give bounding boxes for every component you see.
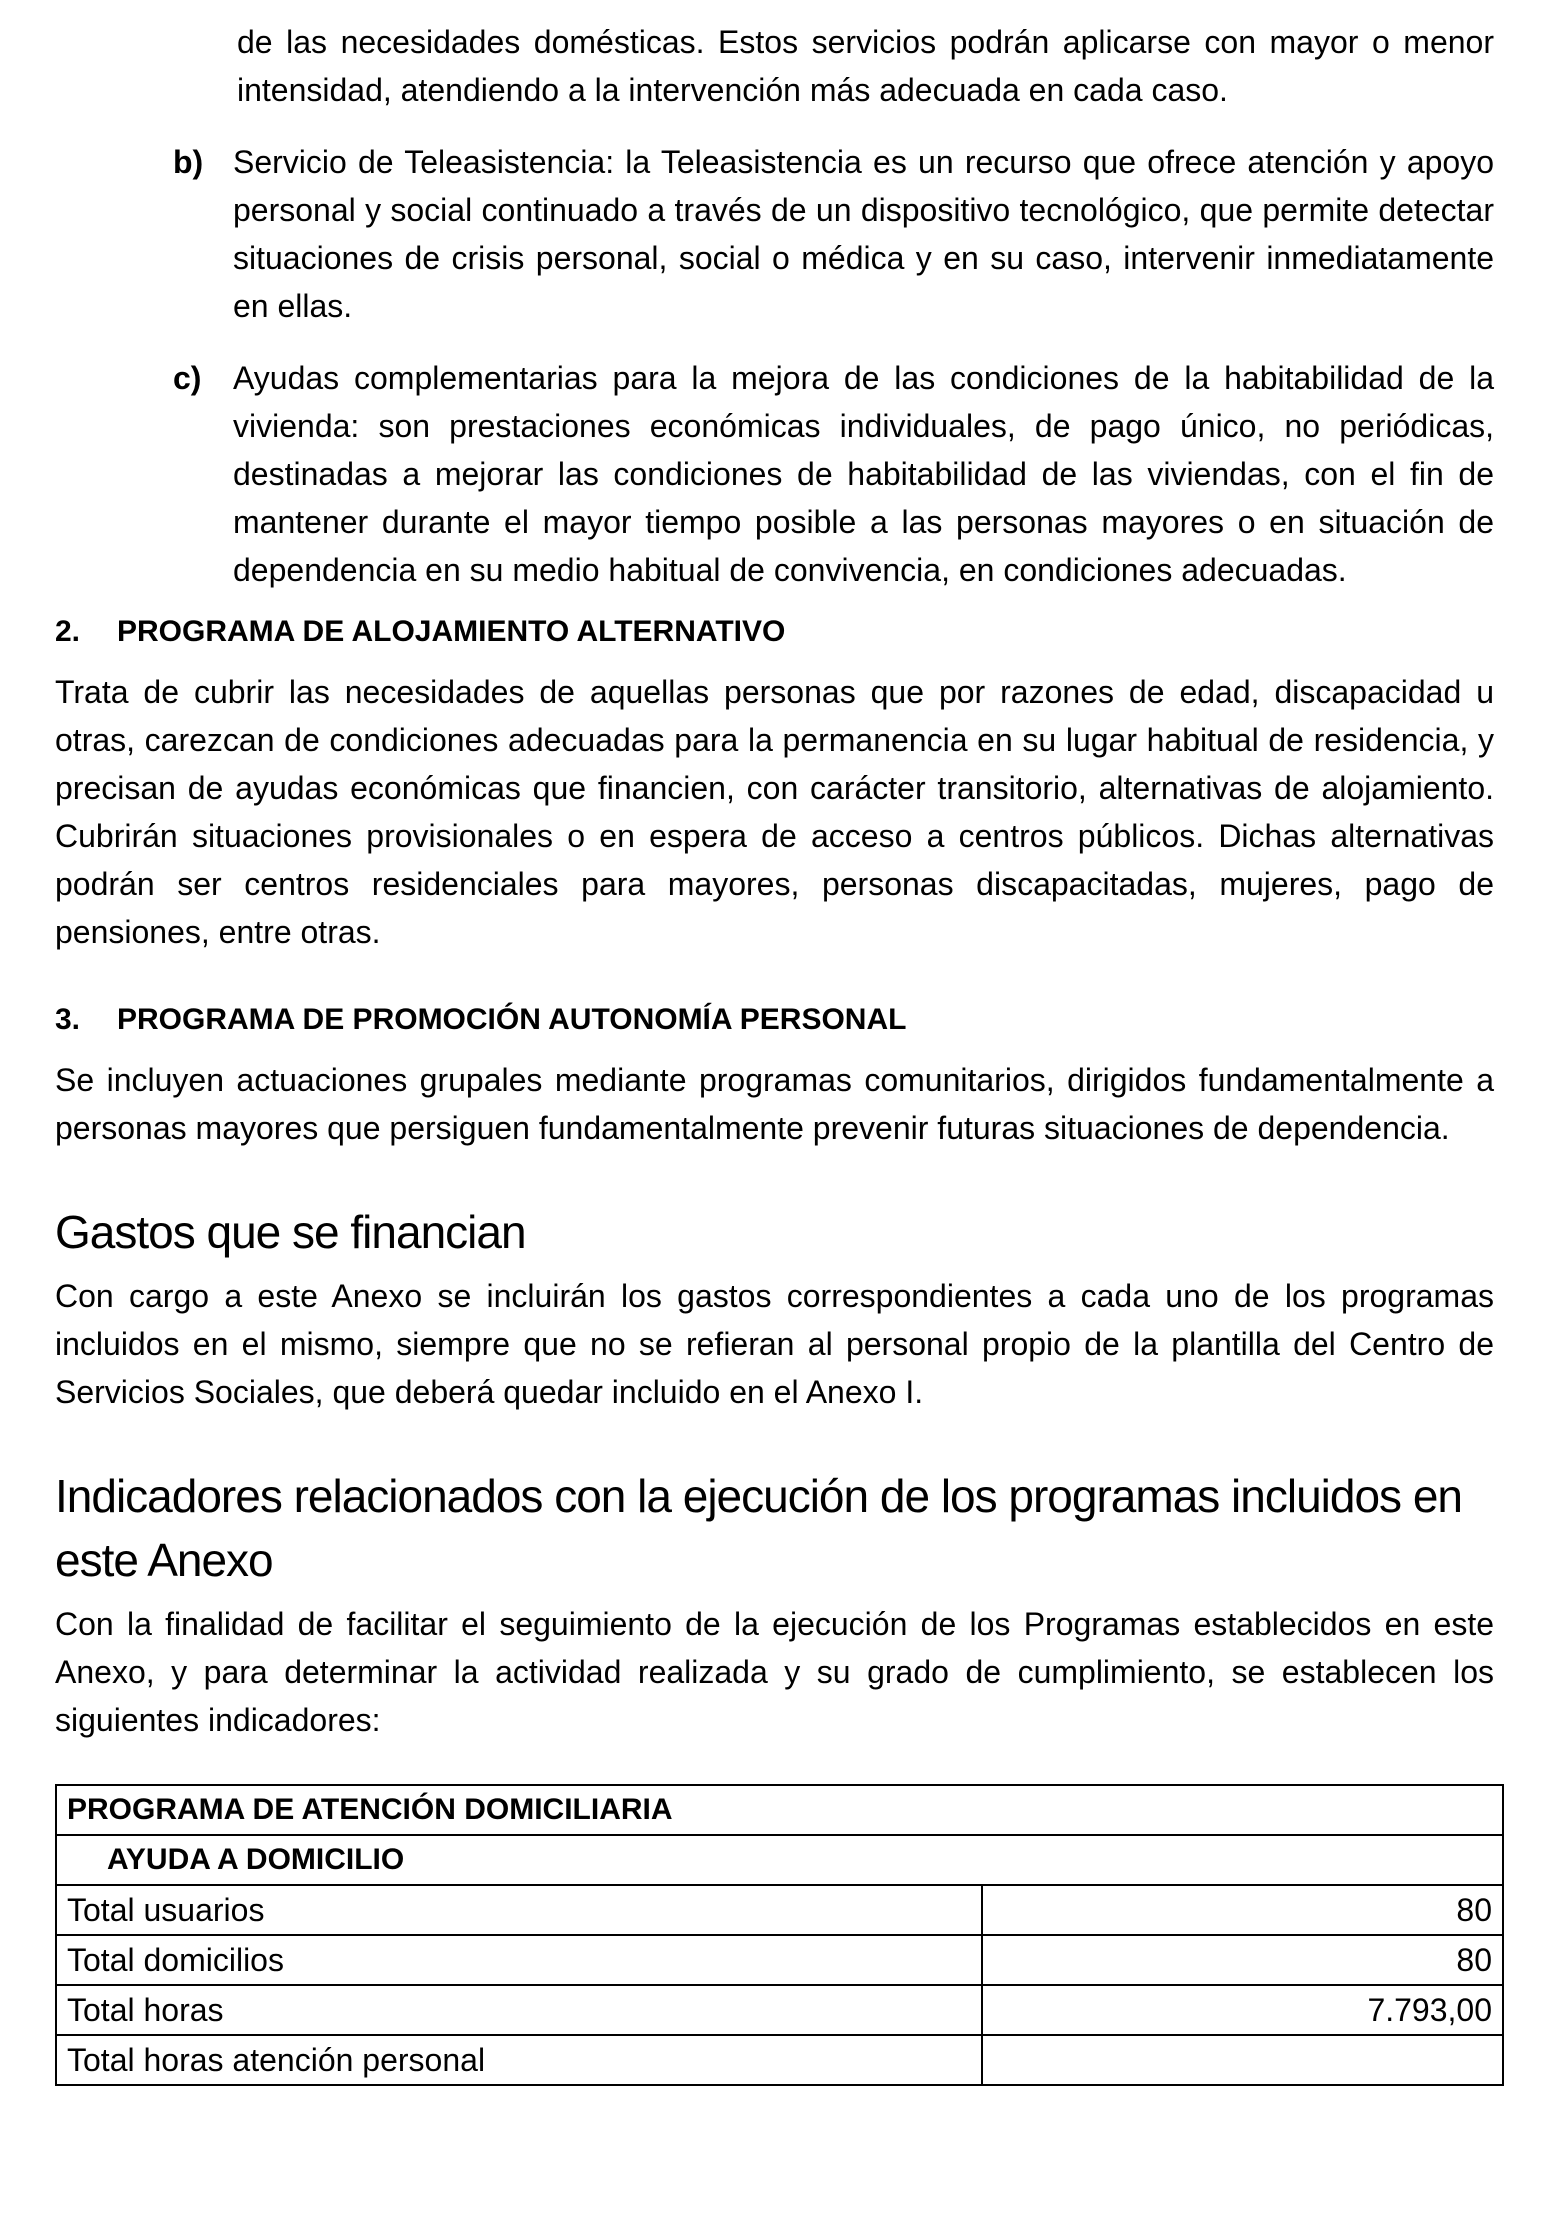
- table-row: [56, 1885, 1503, 1935]
- list-letter: b): [173, 144, 204, 180]
- list-item-text: Ayudas complementarias para la mejora de las condiciones de la habitabilidad de la vivienda: son prestaciones económicas individuales, de pago único, no periódicas, destinadas a mejorar las condiciones de habitabilidad de las viviendas, con el fin de mantener durante el mayor tiempo posible a las personas mayores o en situación de dependencia en su medio habitual de convivencia, en condiciones adecuadas.: [233, 360, 1494, 588]
- section-2-heading: [55, 608, 1494, 656]
- section-2-paragraph: Trata de cubrir las necesidades de aquellas personas que por razones de edad, discapacidad u otras, carezcan de condiciones adecuadas para la permanencia en su lugar habitual de residencia, y precisan de ayudas económicas que financien, con carácter transitorio, alternativas de alojamiento. Cubrirán situaciones provisionales o en espera de acceso a centros públicos. Dichas alternativas podrán ser centros residenciales para mayores, personas discapacitadas, mujeres, pago de pensiones, entre otras.: [55, 674, 1494, 950]
- continuation-paragraph: de las necesidades domésticas. Estos servicios podrán aplicarse con mayor o menor intensidad, atendiendo a la intervención más adecuada en cada caso.: [237, 24, 1494, 108]
- table-header-row: [56, 1785, 1503, 1835]
- indicadores-paragraph: Con la finalidad de facilitar el seguimiento de la ejecución de los Programas establecidos en este Anexo, y para determinar la actividad realizada y su grado de cumplimiento, se establecen los siguientes indicadores:: [55, 1606, 1494, 1738]
- table-subheader-row: [56, 1835, 1503, 1885]
- section-title: PROGRAMA DE ALOJAMIENTO ALTERNATIVO: [117, 615, 786, 648]
- table-subheader: AYUDA A DOMICILIO: [56, 1835, 1503, 1885]
- row-label: Total horas atención personal: [56, 2035, 982, 2085]
- row-label: Total domicilios: [56, 1935, 982, 1985]
- section-number: 2.: [55, 615, 81, 648]
- gastos-heading: Gastos que se financian: [55, 1206, 526, 1258]
- indicadores-heading: Indicadores relacionados con la ejecución de los programas incluidos en este Anexo: [55, 1470, 1462, 1586]
- section-number: 3.: [55, 1003, 81, 1036]
- row-label: Total horas: [56, 1985, 982, 2035]
- section-title: PROGRAMA DE PROMOCIÓN AUTONOMÍA PERSONAL: [117, 1003, 907, 1036]
- row-label: Total usuarios: [56, 1885, 982, 1935]
- list-item-b: [55, 138, 1494, 330]
- table-row: [56, 1935, 1503, 1985]
- row-value: 80: [982, 1885, 1503, 1935]
- list-letter: c): [173, 360, 202, 396]
- section-3-paragraph: Se incluyen actuaciones grupales mediante programas comunitarios, dirigidos fundamentalmente a personas mayores que persiguen fundamentalmente prevenir futuras situaciones de dependencia.: [55, 1062, 1494, 1146]
- row-value: [982, 2035, 1503, 2085]
- gastos-paragraph: Con cargo a este Anexo se incluirán los gastos correspondientes a cada uno de los programas incluidos en el mismo, siempre que no se refieran al personal propio de la plantilla del Centro de Servicios Sociales, que deberá quedar incluido en el Anexo I.: [55, 1278, 1494, 1410]
- row-value: 80: [982, 1935, 1503, 1985]
- indicators-table: [55, 1784, 1504, 2086]
- section-3-heading: [55, 996, 1494, 1044]
- table-header: PROGRAMA DE ATENCIÓN DOMICILIARIA: [56, 1785, 1503, 1835]
- table-row: [56, 2035, 1503, 2085]
- list-item-c: [55, 354, 1494, 594]
- list-item-text: Servicio de Teleasistencia: la Teleasistencia es un recurso que ofrece atención y apoyo personal y social continuado a través de un dispositivo tecnológico, que permite detectar situaciones de crisis personal, social o médica y en su caso, intervenir inmediatamente en ellas.: [233, 144, 1494, 324]
- table-row: [56, 1985, 1503, 2035]
- row-value: 7.793,00: [982, 1985, 1503, 2035]
